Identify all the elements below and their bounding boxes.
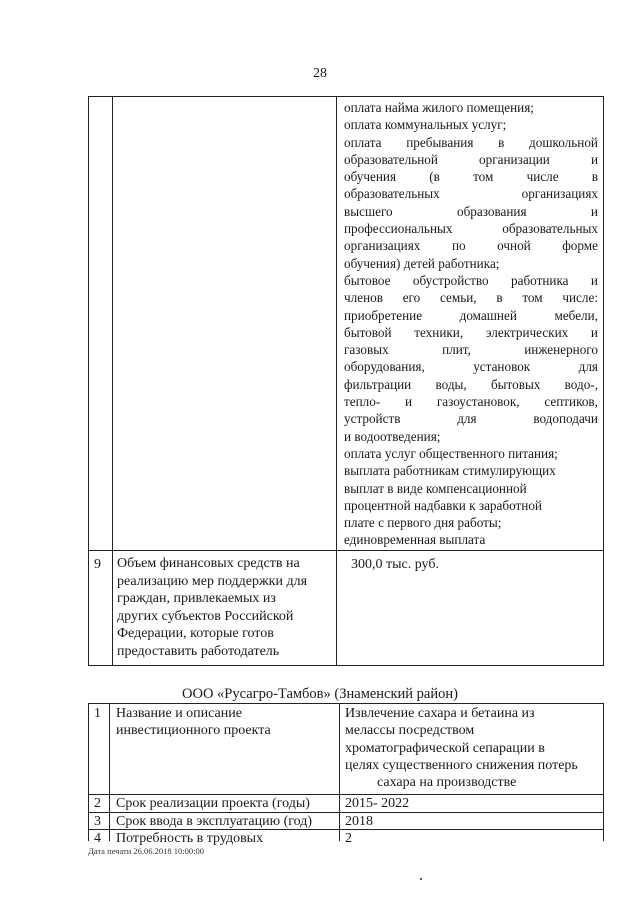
row-value — [345, 795, 409, 812]
page-number: 28 — [313, 66, 327, 81]
description-line: газовых плит, инженерного — [344, 342, 598, 358]
description-line: оплата пребывания в дошкольной — [344, 134, 598, 150]
row-label-line: других субъектов Российской — [117, 608, 294, 624]
row-label-line: Название и описание — [116, 706, 242, 721]
description-line: оплата услуг общественного питания; — [344, 445, 558, 461]
row-number: 9 — [94, 557, 101, 572]
row-label-line: граждан, привлекаемых из — [117, 591, 276, 607]
row-label-line: инвестиционного проекта — [116, 723, 271, 739]
row-value-line: 2018 — [345, 814, 373, 829]
row-value-line: 2 — [345, 831, 352, 846]
description-line: членов его семьи, в том числе: — [344, 290, 598, 306]
description-line: оплата найма жилого помещения; — [344, 100, 534, 115]
description-line: плате с первого дня работы; — [344, 515, 502, 531]
row-value: 300,0 тыс. руб. — [351, 557, 439, 572]
row-value-line: хроматографической сепарации в — [345, 740, 545, 756]
description-line: единовременная выплата — [344, 532, 486, 548]
row-number: 1 — [94, 706, 101, 721]
description-line: бытовое обустройство работника и — [344, 272, 598, 288]
row-value — [345, 705, 578, 791]
row-label — [116, 830, 263, 847]
description-line: и водоотведения; — [344, 428, 441, 444]
company-title: ООО «Русагро-Тамбов» (Знаменский район) — [182, 686, 458, 702]
row-label — [116, 813, 312, 830]
description-line: выплат в виде компенсационной — [344, 480, 527, 496]
description-line: обучения (в том числе в — [344, 169, 598, 185]
row-value — [345, 813, 373, 830]
row-label-line: Срок ввода в эксплуатацию (год) — [116, 814, 313, 829]
row-label — [116, 705, 271, 740]
row-value — [345, 830, 352, 847]
description-line: обучения) детей работника; — [344, 255, 500, 271]
row-label-line: Объем финансовых средств на — [117, 556, 300, 571]
description-line: образовательных организациях — [344, 186, 598, 202]
description-line: оплата коммунальных услуг; — [344, 117, 507, 133]
description-line: устройств для водоподачи — [344, 411, 598, 427]
description-line: фильтрации воды, бытовых водо-, — [344, 376, 598, 392]
row-label-line: Федерации, которые готов — [117, 626, 274, 642]
row-label — [117, 555, 332, 661]
description-line: приобретение домашней мебели, — [344, 307, 598, 323]
description-line: образовательной организации и — [344, 151, 598, 167]
row-number: 2 — [94, 796, 101, 811]
description-line: выплата работникам стимулирующих — [344, 463, 556, 479]
row-value-line: Извлечение сахара и бетаина из — [345, 706, 535, 721]
description-line: профессиональных образовательных — [344, 221, 598, 237]
description-line: оборудования, установок для — [344, 359, 598, 375]
row-number: 4 — [94, 831, 101, 846]
description-line: высшего образования и — [344, 203, 598, 219]
support-measures-table — [88, 96, 604, 666]
investment-project-table — [88, 703, 604, 846]
row-number: 3 — [94, 814, 101, 829]
support-measures-description — [344, 99, 598, 549]
row-value-line: 2015- 2022 — [345, 796, 410, 811]
row-value-line: целях существенного снижения потерь — [345, 757, 578, 773]
row-value-line: мелассы посредством — [345, 723, 475, 739]
row-label-line: предоставить работодатель — [117, 643, 280, 659]
description-line: процентной надбавки к заработной — [344, 497, 542, 513]
row-label — [116, 795, 310, 812]
description-line: организациях по очной форме — [344, 238, 598, 254]
row-label-line: Потребность в трудовых — [116, 831, 264, 846]
row-label-line: Срок реализации проекта (годы) — [116, 796, 310, 811]
description-line: бытовой техники, электрических и — [344, 324, 598, 340]
row-value-line: сахара на производстве — [377, 775, 517, 791]
row-label-line: реализацию мер поддержки для — [117, 573, 308, 589]
print-date: Дата печати 26.06.2018 10:00:00 — [88, 846, 204, 856]
description-line: тепло- и газоустановок, септиков, — [344, 394, 598, 410]
